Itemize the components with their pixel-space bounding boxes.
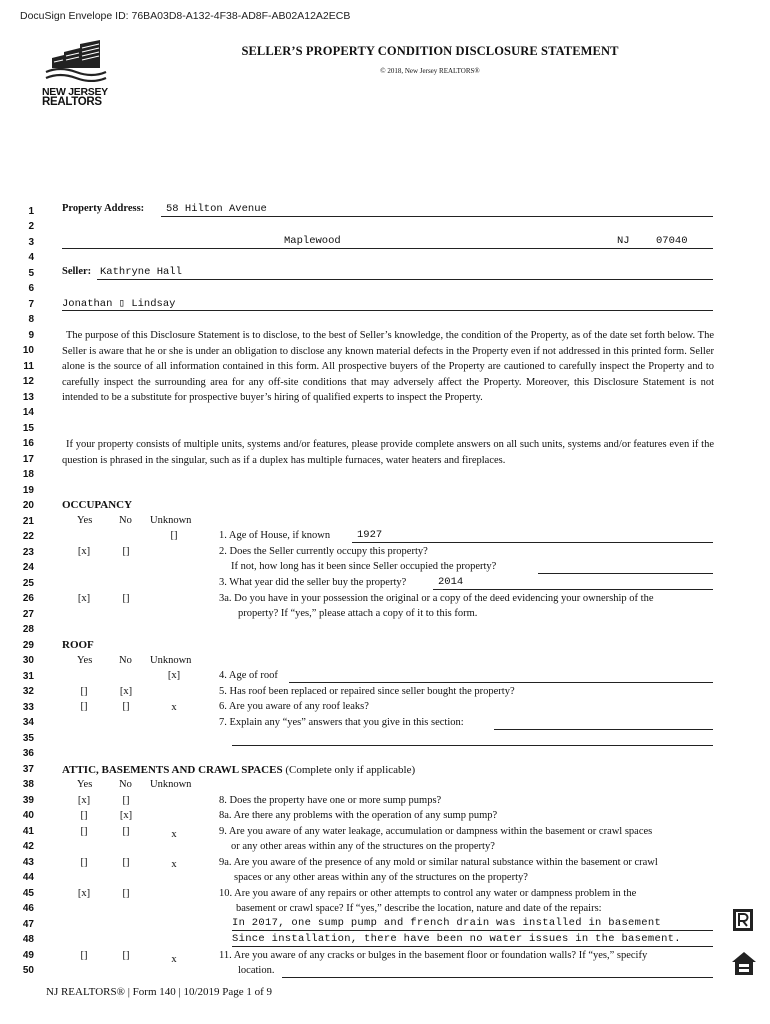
col-unknown-occupancy: Unknown bbox=[150, 515, 192, 526]
q9-yes-checkbox[interactable]: [] bbox=[80, 826, 88, 837]
line-number: 47 bbox=[22, 919, 34, 930]
col-no-roof: No bbox=[119, 655, 132, 666]
q9-label: 9. Are you aware of any water leakage, accumulation or dampness within the basement or crawl spaces bbox=[219, 826, 653, 837]
seller-1-name[interactable]: Kathryne Hall bbox=[100, 266, 182, 278]
q10-label: 10. Are you aware of any repairs or other attempts to control any water or dampness problem in the bbox=[219, 888, 637, 899]
nj-realtors-logo bbox=[42, 38, 124, 107]
line-number: 39 bbox=[22, 795, 34, 806]
q5-no-checkbox[interactable]: [x] bbox=[119, 686, 133, 697]
q3a-yes-checkbox[interactable]: [x] bbox=[77, 593, 91, 604]
property-state[interactable]: NJ bbox=[617, 235, 630, 247]
line-number: 37 bbox=[22, 764, 34, 775]
equal-housing-icon bbox=[731, 951, 755, 975]
line-number: 28 bbox=[22, 624, 34, 635]
line-number: 42 bbox=[22, 841, 34, 852]
q3-label: 3. What year did the seller buy the property? bbox=[219, 577, 407, 588]
property-zip[interactable]: 07040 bbox=[656, 235, 688, 247]
line-number: 32 bbox=[22, 686, 34, 697]
line-number: 8 bbox=[28, 314, 34, 325]
q10-underline-1 bbox=[232, 930, 713, 931]
line-number: 11 bbox=[23, 361, 34, 372]
q2-label: 2. Does the Seller currently occupy this property? bbox=[219, 546, 428, 557]
seller-2-underline bbox=[62, 310, 713, 311]
q7-underline-2 bbox=[232, 745, 713, 746]
line-number: 46 bbox=[22, 903, 34, 914]
line-number: 49 bbox=[22, 950, 34, 961]
line-number: 2 bbox=[28, 221, 34, 232]
attic-title: ATTIC, BASEMENTS AND CRAWL SPACES bbox=[62, 764, 283, 776]
q2-no-checkbox[interactable]: [] bbox=[122, 546, 130, 557]
q10-underline-2 bbox=[232, 946, 713, 947]
line-number: 44 bbox=[22, 872, 34, 883]
q9a-yes-checkbox[interactable]: [] bbox=[80, 857, 88, 868]
logo-line2: REALTORS bbox=[42, 96, 102, 108]
q3a-label: 3a. Do you have in your possession the original or a copy of the deed evidencing your ownership of the bbox=[219, 593, 654, 604]
realtor-r-icon bbox=[733, 909, 753, 931]
q6-yes-checkbox[interactable]: [] bbox=[80, 701, 88, 712]
q3a-no-checkbox[interactable]: [] bbox=[122, 593, 130, 604]
q4-label: 4. Age of roof bbox=[219, 670, 278, 681]
q9a-label: 9a. Are you aware of the presence of any mold or similar natural substance within the basement or crawl bbox=[219, 857, 658, 868]
envelope-id: DocuSign Envelope ID: 76BA03D8-A132-4F38-AD8F-AB02A12A2ECB bbox=[20, 10, 351, 22]
attic-note: (Complete only if applicable) bbox=[285, 764, 416, 776]
q11-yes-checkbox[interactable]: [] bbox=[80, 950, 88, 961]
q8-no-checkbox[interactable]: [] bbox=[122, 795, 130, 806]
line-number: 27 bbox=[22, 609, 34, 620]
q3a-continuation: property? If “yes,” please attach a copy of it to this form. bbox=[238, 608, 478, 619]
q2b-label: If not, how long has it been since Seller occupied the property? bbox=[231, 561, 497, 572]
seller-label: Seller: bbox=[62, 266, 92, 277]
q9a-continuation: spaces or any other areas within any of the structures on the property? bbox=[234, 872, 528, 883]
line-number: 12 bbox=[22, 376, 34, 387]
q10-continuation: basement or crawl space? If “yes,” describe the location, nature and date of the repairs: bbox=[236, 903, 602, 914]
q11-continuation: location. bbox=[238, 965, 275, 976]
q4-underline bbox=[289, 682, 713, 683]
address-underline bbox=[161, 216, 713, 217]
q5-yes-checkbox[interactable]: [] bbox=[80, 686, 88, 697]
q11-label: 11. Are you aware of any cracks or bulges in the basement floor or foundation walls? If “yes,” specify bbox=[219, 950, 648, 961]
col-unknown-roof: Unknown bbox=[150, 655, 192, 666]
line-number: 19 bbox=[22, 485, 34, 496]
multi-unit-paragraph: If your property consists of multiple units, systems and/or features, please provide complete answers on all such units, systems and/or features even if the question is phrased in the singular, such as if a duplex has multiple furnaces, water heaters and fireplaces. bbox=[62, 439, 714, 466]
col-yes-attic: Yes bbox=[77, 779, 93, 790]
seller-underline bbox=[97, 279, 713, 280]
line-number: 14 bbox=[22, 407, 34, 418]
q8a-no-checkbox[interactable]: [x] bbox=[119, 810, 133, 821]
buildings-logo-icon bbox=[42, 38, 112, 82]
q7-underline bbox=[494, 729, 713, 730]
line-number: 20 bbox=[22, 500, 34, 511]
line-number: 43 bbox=[22, 857, 34, 868]
q10-answer-line2[interactable]: Since installation, there have been no water issues in the basement. bbox=[232, 933, 681, 945]
line-number: 36 bbox=[22, 748, 34, 759]
q2-yes-checkbox[interactable]: [x] bbox=[77, 546, 91, 557]
q4-unknown-checkbox[interactable]: [x] bbox=[167, 670, 181, 681]
property-address-label: Property Address: bbox=[62, 203, 145, 214]
line-number: 38 bbox=[22, 779, 34, 790]
col-yes-occupancy: Yes bbox=[77, 515, 93, 526]
q2b-underline bbox=[538, 573, 713, 574]
line-number: 41 bbox=[22, 826, 34, 837]
line-number: 6 bbox=[28, 283, 34, 294]
line-number: 17 bbox=[22, 454, 34, 465]
q10-yes-checkbox[interactable]: [x] bbox=[77, 888, 91, 899]
q1-answer[interactable]: 1927 bbox=[357, 529, 383, 541]
line-number: 23 bbox=[22, 547, 34, 558]
q1-unknown-checkbox[interactable]: [] bbox=[170, 530, 178, 541]
line-number: 15 bbox=[22, 423, 34, 434]
q8-yes-checkbox[interactable]: [x] bbox=[77, 795, 91, 806]
col-no-attic: No bbox=[119, 779, 132, 790]
occupancy-heading: OCCUPANCY bbox=[62, 499, 133, 511]
q6-unknown-mark[interactable]: x bbox=[171, 702, 177, 713]
line-number: 29 bbox=[22, 640, 34, 651]
line-number: 21 bbox=[22, 516, 34, 527]
line-number: 30 bbox=[22, 655, 34, 666]
q9-no-checkbox[interactable]: [] bbox=[122, 826, 130, 837]
line-number: 16 bbox=[22, 438, 34, 449]
q10-no-checkbox[interactable]: [] bbox=[122, 888, 130, 899]
q10-answer-line1[interactable]: In 2017, one sump pump and french drain was installed in basement bbox=[232, 917, 662, 929]
line-number: 48 bbox=[22, 934, 34, 945]
property-city[interactable]: Maplewood bbox=[284, 235, 341, 247]
line-number: 40 bbox=[22, 810, 34, 821]
copyright: © 2018, New Jersey REALTORS® bbox=[380, 67, 480, 75]
q9-continuation: or any other areas within any of the structures on the property? bbox=[231, 841, 495, 852]
q7-label: 7. Explain any “yes” answers that you give in this section: bbox=[219, 717, 464, 728]
q6-no-checkbox[interactable]: [] bbox=[122, 701, 130, 712]
line-number: 22 bbox=[22, 531, 34, 542]
q3-answer[interactable]: 2014 bbox=[438, 576, 464, 588]
q9a-no-checkbox[interactable]: [] bbox=[122, 857, 130, 868]
footer: NJ REALTORS® | Form 140 | 10/2019 Page 1 of 9 bbox=[46, 986, 273, 998]
line-number: 31 bbox=[22, 671, 34, 682]
q9a-unknown-mark[interactable]: x bbox=[171, 859, 177, 870]
line-number: 26 bbox=[22, 593, 34, 604]
q11-unknown-mark[interactable]: x bbox=[171, 954, 177, 965]
logo-line1: NEW JERSEY bbox=[42, 86, 108, 98]
city-underline bbox=[62, 248, 713, 249]
q1-label: 1. Age of House, if known bbox=[219, 530, 331, 541]
line-number: 24 bbox=[22, 562, 34, 573]
col-no-occupancy: No bbox=[119, 515, 132, 526]
line-number: 13 bbox=[22, 392, 34, 403]
line-number: 18 bbox=[22, 469, 34, 480]
q9-unknown-mark[interactable]: x bbox=[171, 829, 177, 840]
line-number: 34 bbox=[22, 717, 34, 728]
q8a-yes-checkbox[interactable]: [] bbox=[80, 810, 88, 821]
line-number: 4 bbox=[28, 252, 34, 263]
q11-no-checkbox[interactable]: [] bbox=[122, 950, 130, 961]
col-unknown-attic: Unknown bbox=[150, 779, 192, 790]
property-address-value[interactable]: 58 Hilton Avenue bbox=[166, 203, 267, 215]
line-number: 10 bbox=[22, 345, 34, 356]
col-yes-roof: Yes bbox=[77, 655, 93, 666]
line-number: 5 bbox=[28, 268, 34, 279]
line-number: 7 bbox=[28, 299, 34, 310]
roof-heading: ROOF bbox=[62, 639, 94, 651]
q1-underline bbox=[352, 542, 713, 543]
purpose-paragraph: The purpose of this Disclosure Statement is to disclose, to the best of Seller’s knowledge, the condition of the Property, as of the date set forth below. The Seller is aware that he or she is under an obligation to disclose any known material defects in the Property even if not addressed in this printed form. Seller alone is the source of all information contained in this form. All prospective buyers of the Property are cautioned to carefully inspect the Property and to carefully inspect the surrounding area for any off-site conditions that may adversely affect the Property. Moreover, this Disclosure Statement is not intended to be a substitute for prospective buyer’s hiring of qualified experts to inspect the Property. bbox=[62, 330, 714, 403]
q8a-label: 8a. Are there any problems with the operation of any sump pump? bbox=[219, 810, 498, 821]
q8-label: 8. Does the property have one or more sump pumps? bbox=[219, 795, 442, 806]
line-number: 1 bbox=[28, 206, 34, 217]
q5-label: 5. Has roof been replaced or repaired since seller bought the property? bbox=[219, 686, 515, 697]
document-title: SELLER’S PROPERTY CONDITION DISCLOSURE STATEMENT bbox=[241, 44, 619, 58]
line-number: 9 bbox=[28, 330, 34, 341]
line-number: 25 bbox=[22, 578, 34, 589]
q11-underline bbox=[282, 977, 713, 978]
line-number: 3 bbox=[28, 237, 34, 248]
attic-heading bbox=[62, 764, 415, 776]
seller-2-name[interactable]: Jonathan ▯ Lindsay bbox=[62, 298, 176, 310]
q3-underline bbox=[433, 589, 713, 590]
line-number: 45 bbox=[22, 888, 34, 899]
line-number: 35 bbox=[22, 733, 34, 744]
line-number: 50 bbox=[22, 965, 34, 976]
line-number: 33 bbox=[22, 702, 34, 713]
q6-label: 6. Are you aware of any roof leaks? bbox=[219, 701, 369, 712]
